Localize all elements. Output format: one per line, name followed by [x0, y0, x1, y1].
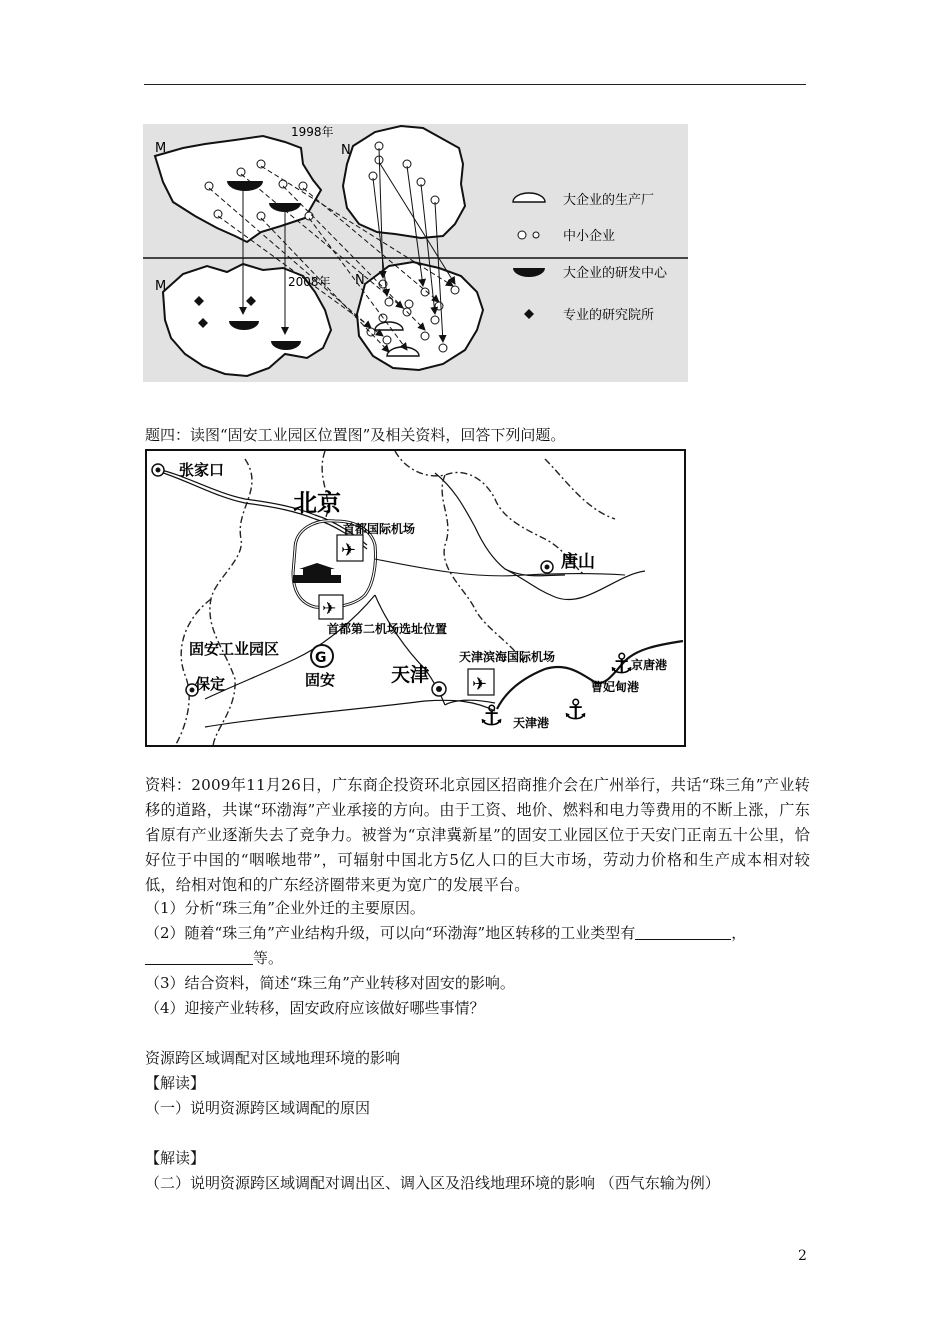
- legend-label-institute: 专业的研究院所: [563, 308, 655, 323]
- zhangjiakou-label: 张家口: [179, 461, 225, 479]
- region-m-2008: M: [155, 279, 167, 294]
- question-2-end: 等。: [253, 949, 284, 967]
- jingtang-port-anchor-icon: ⚓: [609, 647, 635, 680]
- guan-label: 固安: [305, 671, 336, 689]
- capital-airport-label: 首都国际机场: [343, 522, 416, 536]
- question-4: （4）迎接产业转移，固安政府应该做好哪些事情？: [145, 999, 485, 1017]
- caofeidian-port-label: 曹妃甸港: [591, 680, 640, 694]
- legend-label-sme: 中小企业: [563, 229, 616, 244]
- second-airport-label: 首都第二机场选址位置: [327, 622, 448, 636]
- region-m-1998: M: [155, 141, 167, 156]
- label-2008: 2008年: [288, 275, 331, 289]
- question-3: （3）结合资料，简述“珠三角”产业转移对固安的影响。: [145, 974, 515, 992]
- svg-text:✈: ✈: [322, 599, 337, 619]
- guan-park-marker: [311, 645, 333, 667]
- zhangjiakou-marker: [152, 464, 164, 476]
- question-2: [145, 923, 746, 943]
- caofeidian-port-anchor-icon: ⚓: [563, 693, 589, 726]
- industry-transfer-diagram: [143, 124, 688, 382]
- tianjin-port-label: 天津港: [513, 716, 550, 730]
- svg-text:✈: ✈: [341, 540, 357, 561]
- binhai-airport-icon: [468, 669, 494, 695]
- question4-intro: 题四：读图“固安工业园区位置图”及相关资料，回答下列问题。: [145, 426, 566, 444]
- page-number: 2: [798, 1248, 807, 1264]
- binhai-airport-label: 天津滨海国际机场: [459, 650, 556, 664]
- question-1: （1）分析“珠三角”企业外迁的主要原因。: [145, 899, 425, 917]
- legend-label-rnd: 大企业的研发中心: [563, 266, 668, 281]
- material-paragraph: 资料：2009年11月26日，广东商企投资环北京园区招商推介会在广州举行，共话“珠三角”产业转移的道路，共谋“环渤海”产业承接的方向。由于工资、地价、燃料和电力等费用的不断上涨，广东省原有产业逐渐失去了竞争力。被誉为“京津冀新星”的固安工业园区位于天安门正南五十公里，恰好位于中国的“咽喉地带”，可辐射中国北方5亿人口的巨大市场，劳动力价格和生产成本相对较低，给相对饱和的广东经济圈带来更为宽广的发展平台。: [145, 776, 810, 894]
- svg-text:✈: ✈: [472, 674, 488, 695]
- section-title: 资源跨区域调配对区域地理环境的影响: [145, 1049, 401, 1067]
- capital-airport-icon: [337, 535, 363, 561]
- tianjin-port-anchor-icon: ⚓: [479, 699, 505, 732]
- jingtang-port-label: 京唐港: [631, 658, 668, 672]
- section-item-2: （二）说明资源跨区域调配对调出区、调入区及沿线地理环境的影响 （西气东输为例）: [145, 1174, 720, 1192]
- tianjin-marker: [432, 682, 446, 696]
- legend-label-plant: 大企业的生产厂: [563, 193, 655, 208]
- question-2-cont: [145, 948, 283, 968]
- section-item-1: （一）说明资源跨区域调配的原因: [145, 1099, 371, 1117]
- region-n-1998: N: [341, 143, 351, 158]
- jiedu-heading-1: 【解读】: [145, 1074, 206, 1092]
- label-1998: 1998年: [291, 125, 334, 139]
- answer-blank-1[interactable]: [635, 924, 731, 940]
- guan-park-label: 固安工业园区: [189, 640, 280, 658]
- svg-text:G: G: [315, 650, 327, 666]
- question-2-comma: ，: [731, 924, 747, 942]
- tangshan-marker: [541, 561, 553, 573]
- tangshan-label: 唐山: [561, 552, 595, 572]
- second-airport-icon: [319, 595, 343, 619]
- header-rule: [144, 84, 806, 85]
- jiedu-heading-2: 【解读】: [145, 1149, 206, 1167]
- baoding-label: 保定: [195, 675, 226, 693]
- question-2-text: （2）随着“珠三角”产业结构升级，可以向“环渤海”地区转移的工业类型有: [145, 924, 636, 942]
- tianjin-label: 天津: [391, 664, 430, 686]
- guan-location-map: [145, 449, 686, 747]
- answer-blank-2[interactable]: [145, 949, 253, 965]
- region-n-2008: N: [355, 273, 365, 288]
- beijing-label: 北京: [293, 489, 341, 517]
